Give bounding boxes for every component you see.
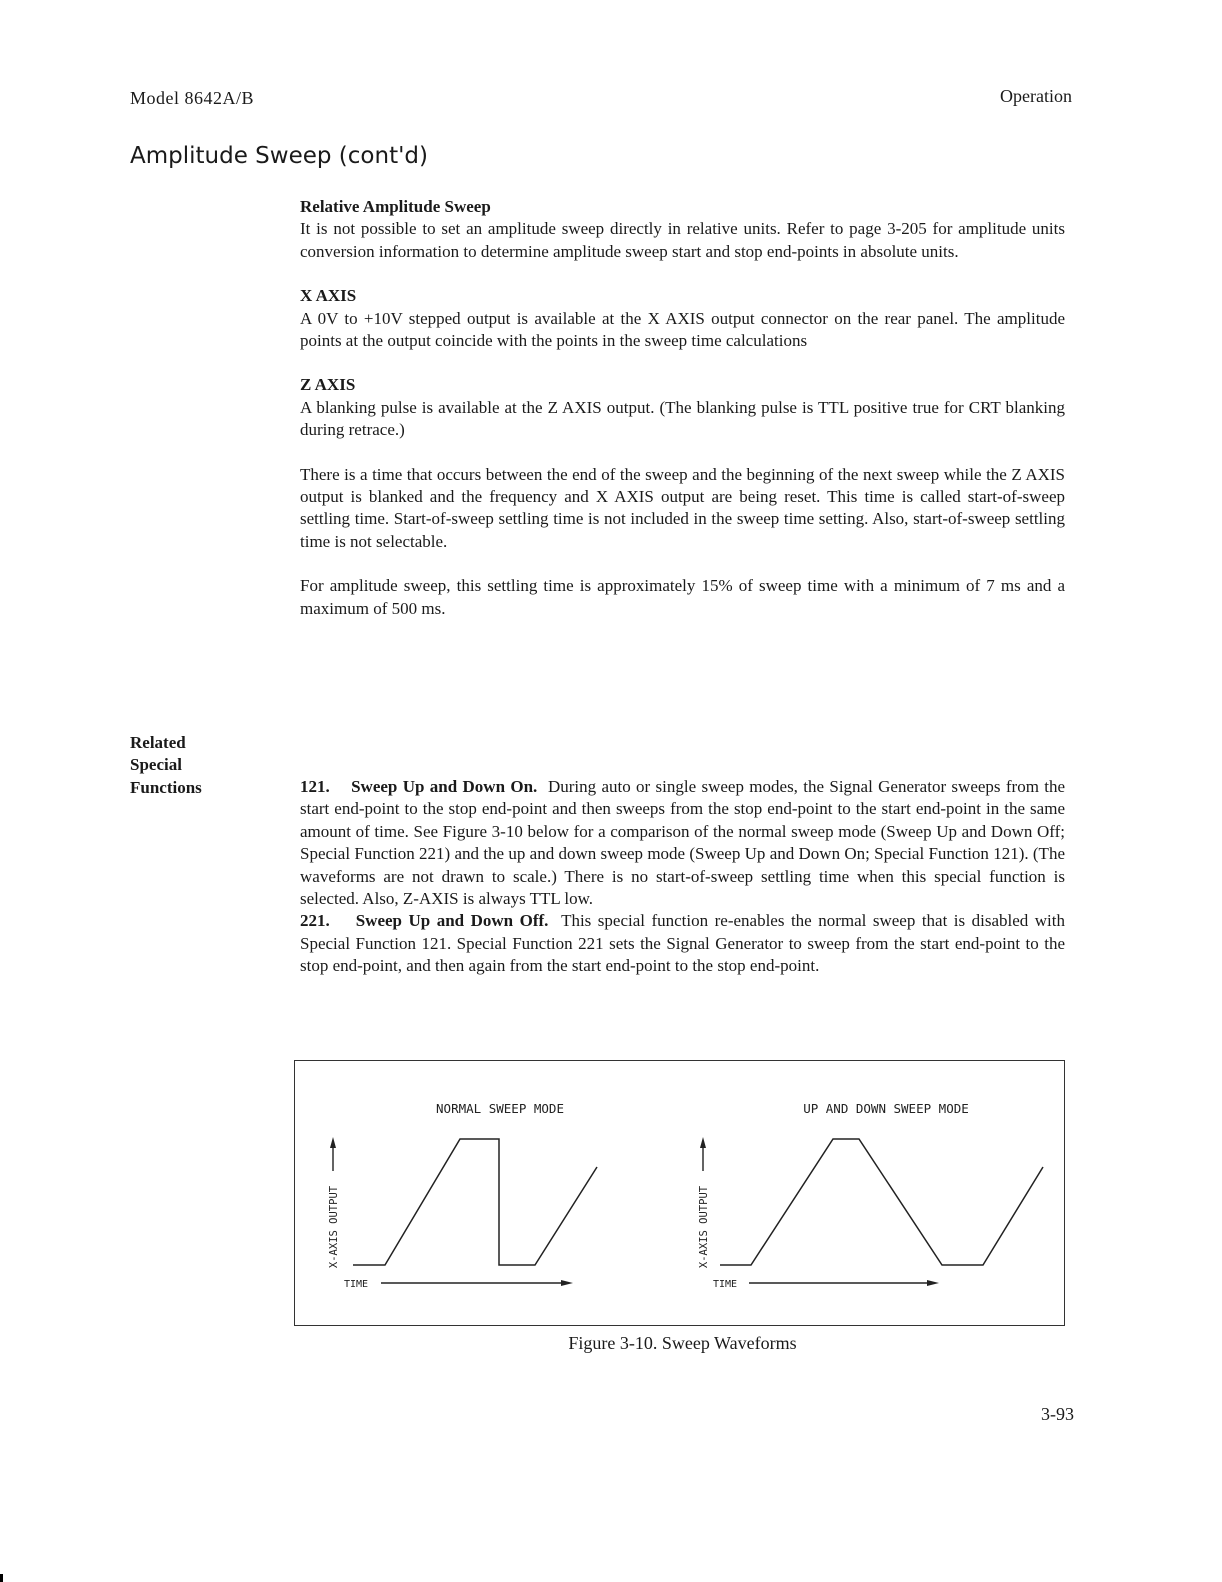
x-axis-section (300, 285, 1065, 352)
normal-sweep-title: NORMAL SWEEP MODE (436, 1101, 564, 1116)
x-axis-text: A 0V to +10V stepped output is available at the X AXIS output connector on the rear panel. The amplitude points at the output coincide with the points in the sweep time calculations (300, 308, 1065, 351)
up-down-sweep-title: UP AND DOWN SWEEP MODE (803, 1101, 969, 1116)
figure-caption: Figure 3-10. Sweep Waveforms (568, 1333, 797, 1353)
up-down-sweep-waveform (720, 1139, 1043, 1265)
left-y-axis-label: X-AXIS OUTPUT (328, 1185, 340, 1269)
settling-time-amplitude-paragraph: For amplitude sweep, this settling time is approximately 15% of sweep time with a minimum of 7 ms and a maximum of 500 ms. (300, 576, 1065, 618)
special-function-221 (300, 910, 1065, 977)
header-section: Operation (1000, 86, 1072, 106)
scan-mark (0, 1574, 3, 1582)
special-function-121 (300, 776, 1065, 910)
z-axis-text: A blanking pulse is available at the Z AXIS output. (The blanking pulse is TTL positive true for CRT blanking during retrace.) (300, 397, 1065, 440)
special-functions-list (300, 776, 1065, 978)
related-special-functions-label (130, 732, 202, 799)
page-number: 3-93 (1041, 1404, 1074, 1424)
left-x-axis (344, 1279, 573, 1290)
z-axis-heading: Z AXIS (300, 375, 356, 395)
up-arrow-icon (330, 1137, 336, 1148)
right-x-axis-label: TIME (713, 1279, 738, 1290)
right-x-axis (713, 1279, 939, 1290)
x-axis-heading: X AXIS (300, 286, 357, 306)
special-function-description: This special function re-enables the normal sweep that is disabled with Special Function 121. Special Function 221 sets the Signal Generator to sweep from the start end-point to the stop end-point, and then again from the start end-point to the stop end-point. (300, 911, 1065, 976)
side-label-line: Functions (130, 777, 202, 797)
right-arrow-icon (561, 1280, 573, 1286)
relative-amplitude-section (300, 196, 1065, 263)
page-title: Amplitude Sweep (cont'd) (130, 143, 428, 169)
relative-amplitude-heading: Relative Amplitude Sweep (300, 197, 491, 216)
right-y-axis (698, 1137, 710, 1268)
left-y-axis (328, 1137, 340, 1268)
normal-sweep-waveform (353, 1139, 597, 1265)
main-body (300, 196, 1065, 620)
header-model: Model 8642A/B (130, 88, 255, 108)
right-y-axis-label: X-AXIS OUTPUT (698, 1185, 710, 1269)
up-arrow-icon (700, 1137, 706, 1148)
special-function-description: During auto or single sweep modes, the Signal Generator sweeps from the start end-point to the stop end-point and then sweeps from the stop end-point to the start end-point in the same amount of time. See Figure 3-10 below for a comparison of the normal sweep mode (Sweep Up and Down Off; Special Function 221) and the up and down sweep mode (Sweep Up and Down On; Special Function 121). (The waveforms are not drawn to scale.) There is no start-of-sweep settling time when this special function is selected. Also, Z-AXIS is always TTL low. (300, 777, 1066, 909)
special-function-name: Sweep Up and Down On. (351, 777, 538, 796)
sweep-waveforms-figure (294, 1060, 1065, 1326)
left-x-axis-label: TIME (344, 1279, 369, 1290)
special-function-name: Sweep Up and Down Off. (355, 911, 549, 931)
waveform-diagram (295, 1061, 1066, 1327)
z-axis-section (300, 374, 1065, 441)
special-function-number: 221. (300, 911, 330, 931)
side-label-line: Related (130, 733, 186, 752)
side-label-line: Special (130, 755, 182, 775)
relative-amplitude-text: It is not possible to set an amplitude sweep directly in relative units. Refer to page 3-205 for amplitude units conversion information to determine amplitude sweep start and stop end-points in absolute units. (300, 219, 1065, 261)
settling-time-paragraph: There is a time that occurs between the end of the sweep and the beginning of the next sweep while the Z AXIS output is blanked and the frequency and X AXIS output are being reset. This time is called start-of-sweep settling time. Start-of-sweep settling time is not included in the sweep time setting. Also, start-of-sweep settling time is not selectable. (300, 464, 1065, 551)
special-function-number: 121. (300, 777, 330, 796)
right-arrow-icon (927, 1280, 939, 1286)
